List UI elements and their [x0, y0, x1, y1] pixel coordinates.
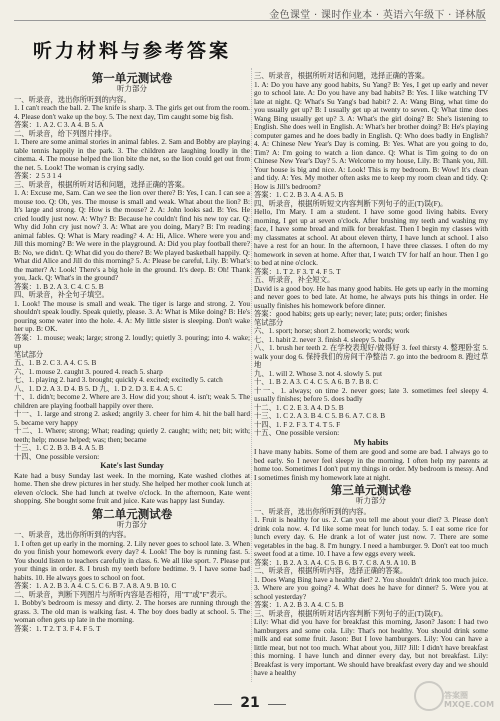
text-line: 答案：1. T 2. T 3. F 4. F 5. T [14, 623, 101, 633]
text-line: 答案：1. B 2. A 3. C 4. C 5. B [14, 281, 104, 291]
right-body-1 [254, 72, 488, 438]
text-line: 四、听录音，补全句子填空。 [14, 290, 109, 299]
page-title: 听力材料与参考答案 [32, 40, 231, 62]
text-line: 七、1. habit 2. never 3. finish 4. sleepy 5. badly [254, 334, 395, 344]
text-line: 1. Does Wang Bing have a healthy diet? 2. You shouldn't drink too much juice. 3. Where are you going? 4. What does he have for dinner? 5. Were you at school yesterday? [254, 574, 488, 601]
text-line: 十、1. B 2. A 3. C 4. C 5. A 6. B 7. B 8. C [254, 377, 378, 386]
text-line: Hello, I'm Mary. I am a student. I have some good living habits. Every morning, I get up at seven o'clock. After brushing my teeth and washing my face, I have some bread and milk for breakfast. Then I begin my classes with my classmates at school. At about eleven thirty, I have lunch at school. I also have a rest for an hour. In the afternoon, I have three classes. I often do my homework in seven at home. After that, I watch TV for half an hour. Then I go to bed at nine o'clock. [254, 207, 488, 267]
text-line: 十五、One possible version: [254, 428, 340, 437]
text-line: 十、1. didn't; become 2. Where are 3. How did you; shout 4. isn't; weak 5. The children are playing football happily over there. [14, 392, 250, 410]
right-column [254, 72, 488, 678]
text-line: 1. I can't reach the ball. 2. The knife is sharp. 3. The girls get out from the room. 4. Please don't wake up the boy. 5. The next day, Tim caught some big fish. [14, 103, 250, 121]
watermark-circle-icon [414, 681, 444, 711]
text-line: 1. A: Do you have any good habits, Su Yang? B: Yes, I get up early and never go to school late. A: Do you have any bad habits? B: Yes. I like watching TV late at night. Q: What's Su Yang's bad habit? 2. A: Wang Bing, what time do you usually get up? B: I usually get up at twenty to seven. Q: What time does Wang Bing usually get up? 3. A: What's the girl doing? B: She's listening to English. She does well in English. A: What's her brother doing? B: He's playing computer games and he does badly in English. Q: Who does badly in English? 4. A: Chinese New Year's Day is coming. B: Yes. What are you going to do, Tim? A: I'm going to watch a lion dance. Q: What is Tim going to do on Chinese New Year's Day? 5. A: Welcome to my house, Lily. B: Thank you, Jill. Your house is big and nice. A: Look! This is my bedroom. B: Wow! It's clean and tidy. A: Yes. My mother often asks me to keep my room clean and tidy. Q: How is Jill's bedroom? [254, 79, 488, 191]
page-header: 金色课堂 · 课时作业本 · 英语六年级下 · 译林版 [269, 10, 486, 21]
text-line: 一、听录音，选出你所听到的内容。 [14, 530, 131, 539]
text-line: 1. A: Excuse me, Sam. Can we see the lion over there? B: Yes, I can. I can see a mouse too. Q: Oh, yes. The mouse is small and weak. What about the lion? B: It's large and strong. Q: How is the mouse? 2. A: John looks sad. B: Yes. He cried loudly just now. A: Why? B: Because he couldn't find his new toy car. Q: Why did John cry just now? 3. A: What are you doing, Mary? B: I'm reading animal fables. Q: What is Mary reading? 4. A: Hi, Alice. Where were you and Jill this morning? B: We were in the playground. A: Did you play football there? B: No, we didn't. Q: What did you do there? B: We played basketball happily. Q: What did Alice and Jill do this morning? 5. A: Please be careful, Lily. B: What's the matter? A: Look! There's a big hole in the ground. It's deep. B: Oh! Thank you, Jack. Q: What's in the ground? [14, 188, 250, 282]
text-line: 十二、1. C 2. E 3. A 4. D 5. B [254, 402, 344, 412]
text-line: Lily: What did you have for breakfast this morning, Jason? Jason: I had two hamburgers and some cola. Lily: That's not healthy. You should drink some milk and eat some fruit. Jason: But I love hamburgers. Lily: You can have a little meat, but not too much. What about you, Jill? Jill: I didn't have breakfast this morning. I have lunch and dinner every day, but not breakfast. Lily: Breakfast is very important. We should have breakfast every day and we should have a healthy [254, 617, 488, 677]
text-line: 十四、One possible version: [14, 451, 100, 461]
text-line: 十一、1. always; on time 2. never goes; late 3. sometimes feel sleepy 4. usually finishes; before 5. does badly [254, 385, 488, 403]
text-line: 十一、1. large and strong 2. asked; angrily 3. cheer for him 4. hit the ball hard 5. became very happy [14, 409, 250, 427]
text-line: 十三、1. C 2. A 3. B 4. C 5. B 6. A 7. C 8. B [254, 411, 386, 420]
text-line: 六、1. sport; horse; short 2. homework; words; work [254, 326, 410, 335]
text-line: 答案：1. B 2. A 3. A 4. C 5. B 6. B 7. C 8. A 9. A 10. B [254, 557, 416, 567]
watermark-text: 答案圈 MXQE.COM [444, 691, 495, 709]
text-line: 一、听录音，选出你所听到的内容。 [14, 94, 131, 104]
essay2-title: My habits [353, 437, 389, 447]
text-line: 二、听录音，给下列图片排序。 [14, 128, 117, 138]
text-line: 五、1. B 2. C 3. A 4. C 5. B [14, 358, 97, 367]
unit1-body [14, 96, 250, 462]
text-line: 十二、1. Where; strong; What; reading; quietly 2. caught; with; net; bit; with; teeth; help; mouse helped; was; then; became [14, 426, 250, 444]
essay2-text: I have many habits. Some of them are good and some are bad. I always go to bed early. So I never feel sleepy in the morning. I often help my parents at home too. Sometimes I don't put my things in order. My bedroom is messy. And I sometimes finish my homework late at night. [254, 447, 488, 482]
page-number: 21 [214, 695, 286, 711]
left-column [14, 70, 250, 633]
text-line: 八、1. brush her teeth 2. 在学校表现好/做得好 3. feel thirsty 4. 整理卧室 5. walk your dog 6. 保持我们的房间干净整洁 7. go into the bedroom 8. 跑过草地 [254, 343, 488, 369]
text-line: 九、1. will 2. Whose 3. not 4. slowly 5. put [254, 368, 382, 378]
text-line: 答案：1. A 2. B 3. A 4. C 5. B [254, 600, 344, 609]
unit1-subtitle: 听力部分 [117, 84, 147, 93]
text-line: 答案：1. A 2. B 3. A 4. C 5. C 6. B 7. A 8. A 9. B 10. C [14, 581, 177, 590]
text-line: 答案：1. C 2. B 3. A 4. A 5. B [254, 190, 344, 199]
text-line: 一、听录音，选出你所听到的内容。 [254, 506, 371, 516]
text-line: 十三、1. C 2. B 3. B 4. A 5. B [14, 443, 104, 452]
unit1-title: 第一单元测试卷 [91, 71, 173, 85]
unit3-title: 第三单元测试卷 [330, 483, 412, 497]
right-body-2 [254, 508, 488, 678]
essay1-text: Kate had a busy Sunday last week. In the morning, Kate washed clothes at home. Then she drew pictures in her study. She helped her mother cook lunch at eleven o'clock. She had lunch at twelve o'clock. In the afternoon, Kate went shopping. She bought some fruit and juice. Kate was happy last Sunday. [14, 470, 250, 505]
text-line: 十四、1. F 2. F 3. T 4. T 5. F [254, 419, 341, 429]
text-line: 1. There are some animal stories in animal fables. 2. Sam and Bobby are playing table tennis happily in the park. 3. The children are laughing loudly in the cinema. 4. The mouse helped the lion bite the net, so the lion could get out from the net. 5. Look! The woman is crying sadly. [14, 137, 250, 172]
text-line: 答案：1. T 2. F 3. T 4. F 5. T [254, 266, 341, 276]
text-line: 答案：2 5 3 1 4 [14, 171, 62, 180]
unit2-body [14, 531, 250, 633]
text-line: 三、听录音，根据所听对话和问题，选择正确的答案。 [14, 179, 190, 189]
text-line: 1. I often get up early in the morning. 2. Lily never goes to school late. 3. When do you finish your homework every day? 4. Look! The boy is running fast. 5. You should listen to teachers carefully in class. 6. We all like sport. 7. Please put your things in order. 8. I brush my teeth before bedtime. 9. I have some bad habits. 10. He always goes to school on foot. [14, 538, 250, 582]
unit2-subtitle: 听力部分 [117, 519, 147, 529]
text-line: 六、1. mouse 2. caught 3. poured 4. reach 5. sharp [14, 366, 163, 376]
text-line: 五、听录音，补全短文。 [254, 275, 335, 284]
text-line: 1. Bobby's bedroom is messy and dirty. 2. The horses are running through the grass. 3. The old man is walking fast. 4. The boy does badly at school. 5. The woman often gets up late in the morning. [14, 598, 250, 624]
text-line: 1. Fruit is healthy for us. 2. Can you tell me about your diet? 3. Please don't drink cola now. 4. I'd like some meat for lunch today. 5. I eat some rice for lunch every day. 6. He drank a lot of water just now. 7. There are some vegetables in the bag. 8. I'm hungry. I need a hamburger. 9. Don't eat too much sweet food at a time. 10. I have a few eggs every week. [254, 515, 488, 558]
text-line: 二、听录音，判断下列图片与所听内容是否相符，用"T"或"F"表示。 [14, 589, 232, 599]
text-line: 答案：1. mouse; weak; large; strong 2. loudly; quietly 3. pouring; into 4. wake; up [14, 332, 250, 350]
text-line: David is a good boy. He has many good habits. He gets up early in the morning and never goes to bed late. At home, he always puts his things in order. He usually finishes his homework before dinner. [254, 283, 488, 310]
text-line: 1. Look! The mouse is small and weak. The tiger is large and strong. 2. You shouldn't speak loudly. Speak quietly, please. 3. A: What is Mike doing? B: He's pouring some water into the hole. 4. A: My little sister is sleeping. Don't wake her up. B: OK. [14, 298, 250, 333]
column-divider [251, 68, 252, 682]
text-line: 四、听录音，根据所听短文内容判断下列句子的正(T)误(F)。 [254, 198, 448, 208]
text-line: 答案：1. A 2. C 3. A 4. B 5. A [14, 120, 104, 129]
text-line: 七、1. playing 2. hard 3. brought; quickly 4. excited; excitedly 5. catch [14, 375, 223, 384]
watermark-logo [412, 679, 495, 717]
text-line: 笔试部分 [254, 317, 284, 327]
essay1-title: Kate's last Sunday [100, 461, 164, 470]
text-line: 二、听录音，根据所听内容，选择正确的答案。 [254, 566, 408, 575]
text-line: 笔试部分 [14, 349, 44, 359]
text-line: 八、1. D 2. A 3. D 4. B 5. D 九、1. D 2. D 3. E 4. A 5. C [14, 383, 183, 393]
header-divider [14, 20, 486, 21]
text-line: 三、听录音，根据所听对话内容判断下列句子的正(T)误(F)。 [254, 608, 448, 618]
unit2-title: 第二单元测试卷 [91, 506, 173, 521]
text-line: 答案：good habits; gets up early; never; late; puts; order; finishes [254, 309, 448, 318]
unit3-subtitle: 听力部分 [356, 496, 386, 505]
text-line: 三、听录音，根据所听对话和问题，选择正确的答案。 [254, 71, 430, 80]
